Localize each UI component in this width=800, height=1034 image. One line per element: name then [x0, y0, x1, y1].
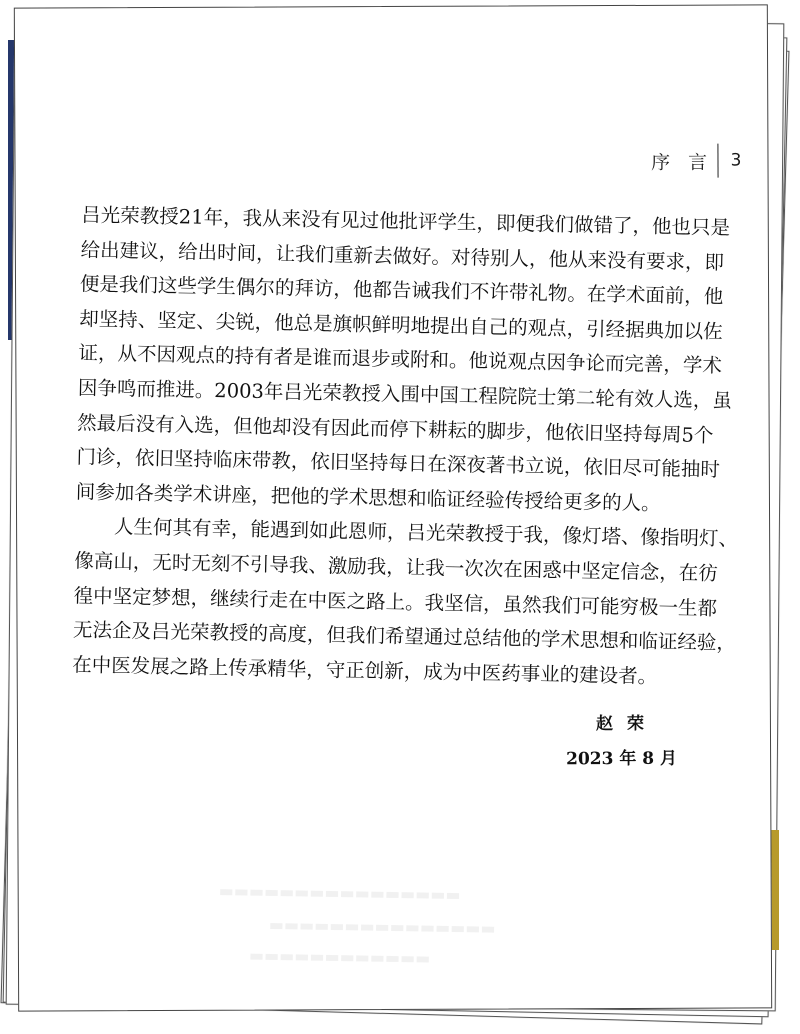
author-signature: 赵荣: [595, 713, 658, 735]
text-line: 给出建议，给出时间，让我们重新去做好。对待别人，他从来没有要求，即: [80, 237, 725, 274]
show-through-text: ▬▬▬▬▬▬▬▬▬▬▬▬: [248, 945, 431, 968]
section-title: 序 言: [651, 151, 714, 174]
text-line: 像高山，无时无刻不引导我、激励我，让我一次次在困惑中坚定信念，在彷: [74, 549, 718, 586]
text-line: 人生何其有幸，能遇到如此恩师，吕光荣教授于我，像灯塔、像指明灯、: [113, 515, 739, 551]
text-line: 然最后没有入选，但他却没有因此而停下耕耘的脚步，他依旧坚持每周5个: [76, 410, 714, 447]
text-line: 因争鸣而推进。2003年吕光荣教授入围中国工程院院士第二轮有效人选，虽: [77, 376, 733, 413]
header-divider: [717, 144, 719, 178]
text-line: 门诊，依旧坚持临床带教，依旧坚持每日在深夜著书立说，依旧尽可能抽时: [76, 445, 721, 482]
body-text: [72, 198, 739, 695]
text-line: 便是我们这些学生偶尔的拜访，他都告诫我们不许带礼物。在学术面前，他: [79, 272, 724, 309]
text-line: 在中医发展之路上传承精华，守正创新，成为中医药事业的建设者。: [72, 652, 658, 688]
text-line: 吕光荣教授21年，我从来没有见过他批评学生，即便我们做错了，他也只是: [81, 203, 731, 240]
show-through-text: ▬▬▬▬▬▬▬▬▬▬▬▬▬▬▬: [268, 915, 496, 938]
text-line: 徨中坚定梦想，继续行走在中医之路上。我坚信，虽然我们可能穷极一生都: [73, 583, 718, 620]
text-line: 证，从不因观点的持有者是谁而退步或附和。他说观点因争论而完善，学术: [78, 341, 723, 378]
signature-date: 2023 年 8 月: [566, 748, 678, 770]
page-number: 3: [730, 150, 742, 171]
text-line: 无法企及吕光荣教授的高度，但我们希望通过总结他的学术思想和临证经验，: [72, 618, 737, 655]
page-header: [651, 143, 742, 177]
text-line: 间参加各类学术讲座，把他的学术思想和临证经验传授给更多的人。: [75, 480, 661, 515]
show-through-text: ▬▬▬▬▬▬▬▬▬▬▬▬▬▬▬▬: [218, 881, 461, 905]
document-page: [14, 4, 772, 1011]
text-line: 却坚持、坚定、尖锐，他总是旗帜鲜明地提出自己的观点，引经据典加以佐: [79, 307, 723, 344]
